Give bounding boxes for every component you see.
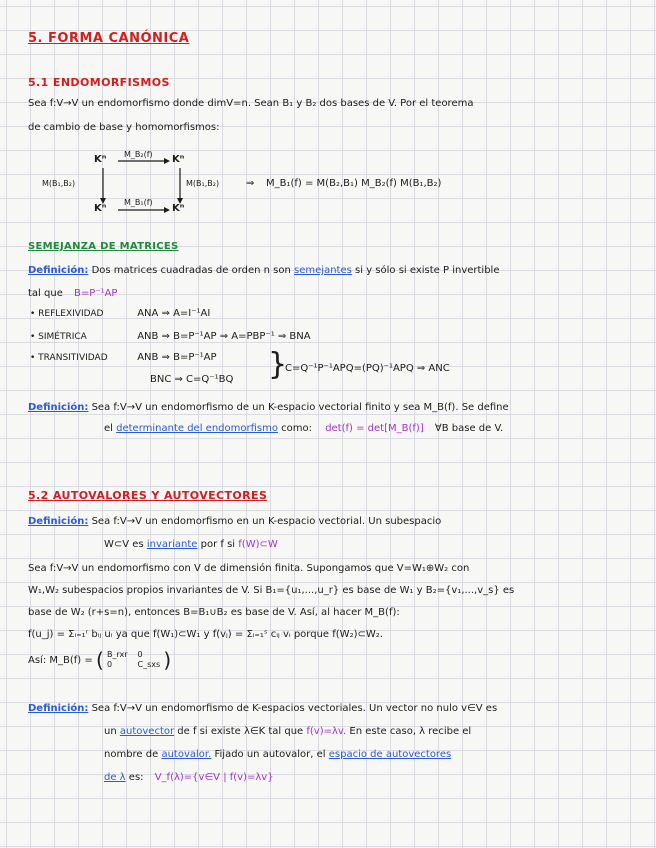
autovector-definition — [28, 702, 497, 715]
diagram-k-top-left: Kⁿ — [94, 154, 107, 165]
commutative-diagram — [40, 150, 600, 220]
reflexividad-item — [30, 307, 210, 321]
autovector-line2 — [104, 725, 471, 738]
determinante-definition — [28, 401, 509, 414]
similarity-formula: B=P⁻¹AP — [74, 288, 118, 299]
determinante-mid: como: — [281, 423, 313, 434]
autovector-formula: f(v)=λv. — [306, 726, 347, 737]
autovector-line4 — [104, 771, 274, 784]
autovector-l2-mid: de f si existe λ∈K tal que — [177, 726, 304, 737]
diagram-k-bottom-left: Kⁿ — [94, 203, 107, 214]
transitividad-line2: BNC ⇒ C=Q⁻¹BQ — [150, 374, 234, 385]
autovector-l4-mid: es: — [128, 772, 144, 783]
definition-label: Definición: — [28, 265, 89, 276]
transitividad-result: C=Q⁻¹P⁻¹APQ=(PQ)⁻¹APQ ⇒ ANC — [285, 363, 450, 374]
definition-text-end: si y sólo si existe P invertible — [355, 265, 500, 276]
invariante-line2 — [104, 538, 278, 551]
reflexividad-formula: ANA ⇒ A=I⁻¹AI — [137, 308, 211, 319]
reflexividad-label: • REFLEXIVIDAD — [30, 309, 104, 319]
eigenspace-formula: V_f(λ)={v∈V | f(v)=λv} — [154, 772, 274, 783]
determinante-pre: el — [104, 423, 113, 434]
invariante-pre: W⊂V es — [104, 539, 144, 550]
definition-label: Definición: — [28, 516, 89, 527]
autovector-l2-pre: un — [104, 726, 117, 737]
tal-que-line — [28, 287, 117, 300]
diagram-right-label: M(B₁,B₂) — [186, 179, 220, 188]
determinante-highlight: determinante del endomorfismo — [116, 423, 278, 434]
autovector-highlight: autovector — [119, 726, 175, 737]
diagram-implies-arrow: ⇒ — [246, 178, 255, 189]
espacio-autovectores-highlight: espacio de autovectores — [328, 749, 452, 760]
matrix-cell-zero-top: 0 — [137, 650, 143, 659]
matrix-cell-b: B_rxr — [106, 650, 128, 659]
definition-label: Definición: — [28, 703, 89, 714]
section-5-1-heading: 5.1 ENDOMORFISMOS — [28, 76, 170, 89]
block-matrix-pre: Así: M_B(f) = — [28, 655, 93, 666]
diagram-k-top-right: Kⁿ — [172, 154, 185, 165]
matrix-cell-c: C_sxs — [137, 660, 161, 669]
block-matrix-open-paren: ( — [95, 647, 104, 672]
autovector-l3-pre: nombre de — [104, 749, 159, 760]
autovalor-highlight: autovalor. — [161, 749, 212, 760]
block-matrix-line — [28, 647, 172, 672]
paragraph-line2: W₁,W₂ subespacios propios invariantes de V. Si B₁={u₁,...,u_r} es base de W₁ y B₂={v₁,...,v_s} es — [28, 585, 515, 596]
simetrica-item — [30, 330, 311, 344]
determinante-end: ∀B base de V. — [434, 423, 504, 434]
definition-text: Dos matrices cuadradas de orden n son — [91, 265, 291, 276]
determinante-line2 — [104, 422, 503, 435]
autovector-line1: Sea f:V→V un endomorfismo de K-espacios vectoriales. Un vector no nulo v∈V es — [91, 703, 498, 714]
transitividad-item — [30, 351, 217, 365]
invariante-line1: Sea f:V→V un endomorfismo en un K-espacio vectorial. Un subespacio — [91, 516, 442, 527]
semejantes-highlight: semejantes — [294, 265, 352, 276]
paragraph-line4: f(u_j) = Σᵢ₌₁ʳ bᵢⱼ uᵢ ya que f(W₁)⊂W₁ y f(vⱼ) = Σᵢ₌₁ˢ cᵢⱼ vᵢ porque f(W₂)⊂W₂. — [28, 629, 383, 640]
paragraph-line1: Sea f:V→V un endomorfismo con V de dimensión finita. Supongamos que V=W₁⊕W₂ con — [28, 563, 470, 574]
section-5-2-heading: 5.2 AUTOVALORES Y AUTOVECTORES — [28, 489, 268, 502]
page-title: 5. FORMA CANÓNICA — [28, 31, 190, 46]
sec51-line1: Sea f:V→V un endomorfismo donde dimV=n. Sean B₁ y B₂ dos bases de V. Por el teorema — [28, 98, 474, 109]
autovector-l3-mid: Fijado un autovalor, el — [214, 749, 326, 760]
de-lambda-highlight: de λ — [104, 772, 126, 783]
matrix-cell-zero-bottom: 0 — [106, 660, 113, 669]
semejanza-definition — [28, 264, 499, 277]
diagram-top-label: M_B₂(f) — [124, 150, 153, 159]
definition-label: Definición: — [28, 402, 89, 413]
tal-que-text: tal que — [28, 288, 63, 299]
determinante-formula: det(f) = det[M_B(f)] — [325, 423, 424, 434]
autovector-l2-end: En este caso, λ recibe el — [349, 726, 472, 737]
block-matrix-close-paren: ) — [163, 647, 172, 672]
change-of-basis-formula: M_B₁(f) = M(B₂,B₁) M_B₂(f) M(B₁,B₂) — [266, 178, 442, 189]
diagram-bottom-label: M_B₁(f) — [124, 198, 153, 207]
paragraph-line3: base de W₂ (r+s=n), entonces B=B₁∪B₂ es base de V. Así, al hacer M_B(f): — [28, 607, 400, 618]
sec51-line2: de cambio de base y homomorfismos: — [28, 122, 220, 133]
determinante-line1: Sea f:V→V un endomorfismo de un K-espacio vectorial finito y sea M_B(f). Se define — [91, 402, 509, 413]
transitividad-line1: ANB ⇒ B=P⁻¹AP — [137, 352, 217, 363]
brace-symbol: } — [268, 347, 288, 382]
diagram-left-label: M(B₁,B₂) — [42, 179, 76, 188]
invariante-formula: f(W)⊂W — [238, 539, 278, 550]
invariante-highlight: invariante — [146, 539, 198, 550]
autovector-line3 — [104, 748, 451, 761]
transitividad-label: • TRANSITIVIDAD — [30, 353, 108, 363]
simetrica-label: • SIMÉTRICA — [30, 332, 87, 342]
block-matrix — [107, 650, 160, 670]
simetrica-formula: ANB ⇒ B=P⁻¹AP ⇒ A=PBP⁻¹ ⇒ BNA — [137, 331, 311, 342]
invariante-definition — [28, 515, 441, 528]
diagram-k-bottom-right: Kⁿ — [172, 203, 185, 214]
invariante-mid: por f si — [200, 539, 236, 550]
semejanza-heading: SEMEJANZA DE MATRICES — [28, 241, 179, 252]
